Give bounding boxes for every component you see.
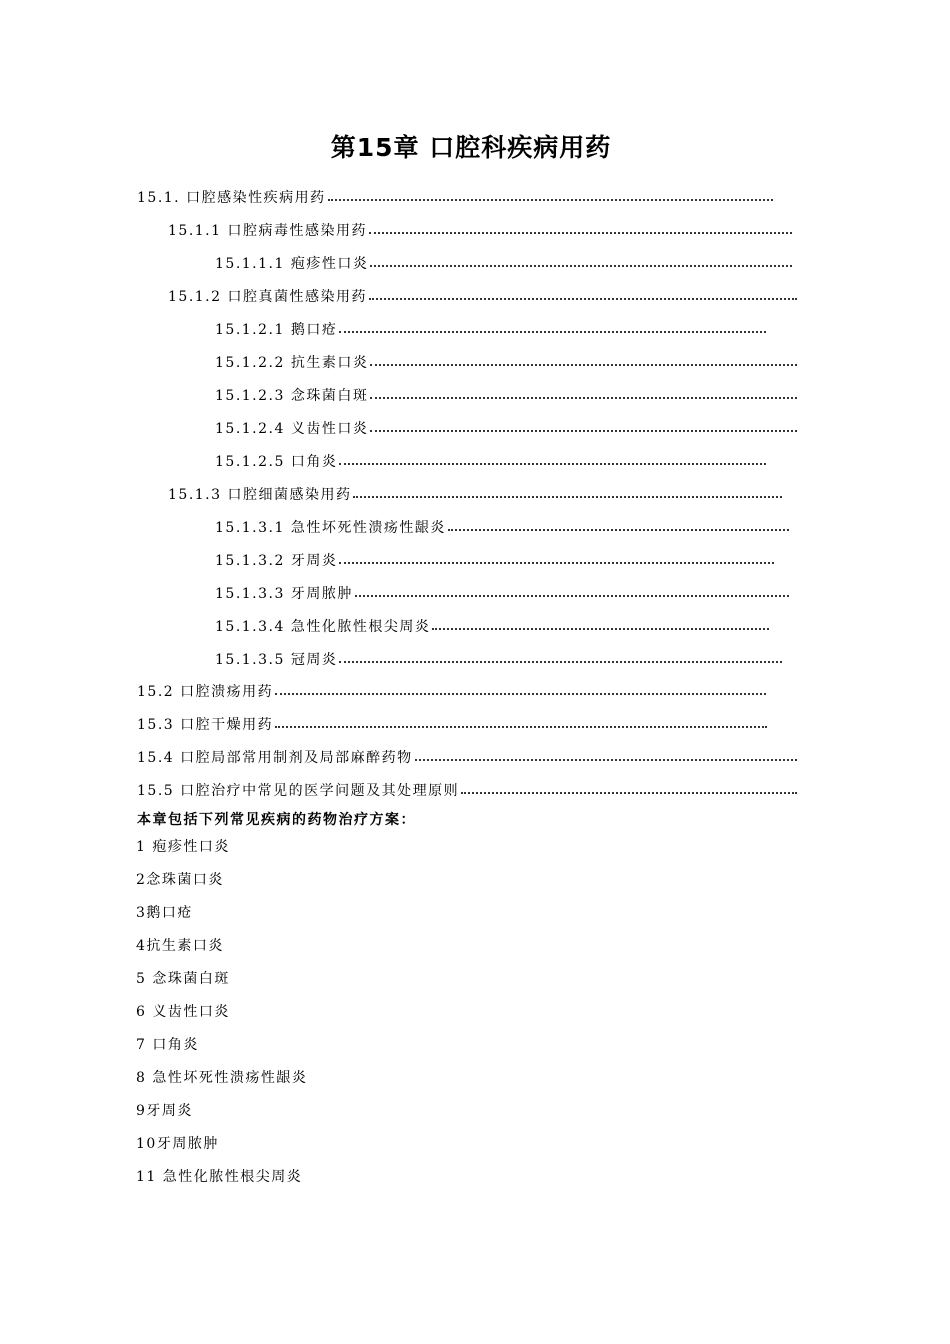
toc-dot-leader [369, 298, 797, 300]
toc-dot-leader [370, 397, 797, 399]
toc-dot-leader [339, 331, 766, 333]
toc-dot-leader [339, 562, 774, 564]
toc-dot-leader [339, 661, 782, 663]
toc-entry[interactable] [215, 582, 789, 606]
section-intro-heading: 本章包括下列常见疾病的药物治疗方案： [137, 812, 416, 828]
toc-entry-text: 15.1.2 口腔真菌性感染用药 [168, 289, 367, 305]
toc-entry-text: 15.1. 口腔感染性疾病用药 [137, 190, 326, 206]
toc-entry-text: 15.1.2.1 鹅口疮 [215, 322, 338, 338]
toc-entry[interactable] [168, 285, 797, 309]
toc-entry-text: 15.1.2.3 念珠菌白斑 [215, 388, 369, 404]
toc-entry[interactable] [168, 219, 792, 243]
toc-dot-leader [370, 265, 792, 267]
toc-dot-leader [275, 726, 767, 728]
toc-entry[interactable] [137, 779, 797, 803]
toc-dot-leader [461, 792, 797, 794]
toc-entry-text: 15.1.2.2 抗生素口炎 [215, 355, 369, 371]
toc-entry-text: 15.1.3.5 冠周炎 [215, 652, 338, 668]
toc-entry[interactable] [137, 746, 797, 770]
disease-list-item: 5 念珠菌白斑 [136, 971, 230, 987]
disease-list-item: 10牙周脓肿 [136, 1136, 219, 1152]
chapter-title: 第15章 口腔科疾病用药 [330, 133, 612, 162]
disease-list-item: 2念珠菌口炎 [136, 872, 224, 888]
toc-entry[interactable] [215, 516, 789, 540]
toc-entry[interactable] [137, 713, 767, 737]
toc-entry-text: 15.1.3.2 牙周炎 [215, 553, 338, 569]
toc-entry-text: 15.1.3.1 急性坏死性溃疡性龈炎 [215, 520, 446, 536]
toc-entry[interactable] [215, 384, 797, 408]
toc-entry[interactable] [215, 450, 766, 474]
disease-list-item: 4抗生素口炎 [136, 938, 224, 954]
toc-entry-text: 15.4 口腔局部常用制剂及局部麻醉药物 [137, 750, 413, 766]
toc-entry[interactable] [215, 417, 797, 441]
toc-entry[interactable] [215, 252, 792, 276]
toc-entry-text: 15.1.3 口腔细菌感染用药 [168, 487, 352, 503]
toc-entry[interactable] [215, 648, 782, 672]
toc-entry[interactable] [168, 483, 782, 507]
toc-dot-leader [432, 628, 769, 630]
toc-entry-text: 15.2 口腔溃疡用药 [137, 684, 274, 700]
disease-list-item: 7 口角炎 [136, 1037, 199, 1053]
toc-dot-leader [369, 232, 792, 234]
toc-entry-text: 15.5 口腔治疗中常见的医学问题及其处理原则 [137, 783, 460, 799]
disease-list-item: 3鹅口疮 [136, 905, 193, 921]
toc-entry[interactable] [215, 549, 774, 573]
toc-entry-text: 15.1.3.4 急性化脓性根尖周炎 [215, 619, 431, 635]
toc-dot-leader [328, 199, 773, 201]
toc-entry-text: 15.1.2.4 义齿性口炎 [215, 421, 369, 437]
toc-dot-leader [275, 693, 766, 695]
toc-dot-leader [448, 529, 789, 531]
toc-entry[interactable] [215, 318, 766, 342]
toc-entry-text: 15.1.2.5 口角炎 [215, 454, 338, 470]
toc-dot-leader [370, 430, 797, 432]
toc-entry[interactable] [137, 680, 766, 704]
toc-entry[interactable] [215, 615, 769, 639]
toc-dot-leader [415, 759, 797, 761]
toc-dot-leader [370, 364, 797, 366]
disease-list-item: 11 急性化脓性根尖周炎 [136, 1169, 303, 1185]
toc-entry[interactable] [215, 351, 797, 375]
disease-list-item: 1 疱疹性口炎 [136, 839, 230, 855]
toc-entry-text: 15.1.1 口腔病毒性感染用药 [168, 223, 367, 239]
toc-entry-text: 15.1.3.3 牙周脓肿 [215, 586, 353, 602]
disease-list-item: 6 义齿性口炎 [136, 1004, 230, 1020]
toc-entry[interactable] [137, 186, 773, 210]
toc-dot-leader [353, 496, 782, 498]
toc-entry-text: 15.3 口腔干燥用药 [137, 717, 274, 733]
toc-dot-leader [355, 595, 789, 597]
disease-list-item: 9牙周炎 [136, 1103, 193, 1119]
disease-list-item: 8 急性坏死性溃疡性龈炎 [136, 1070, 308, 1086]
toc-dot-leader [339, 463, 766, 465]
toc-entry-text: 15.1.1.1 疱疹性口炎 [215, 256, 369, 272]
